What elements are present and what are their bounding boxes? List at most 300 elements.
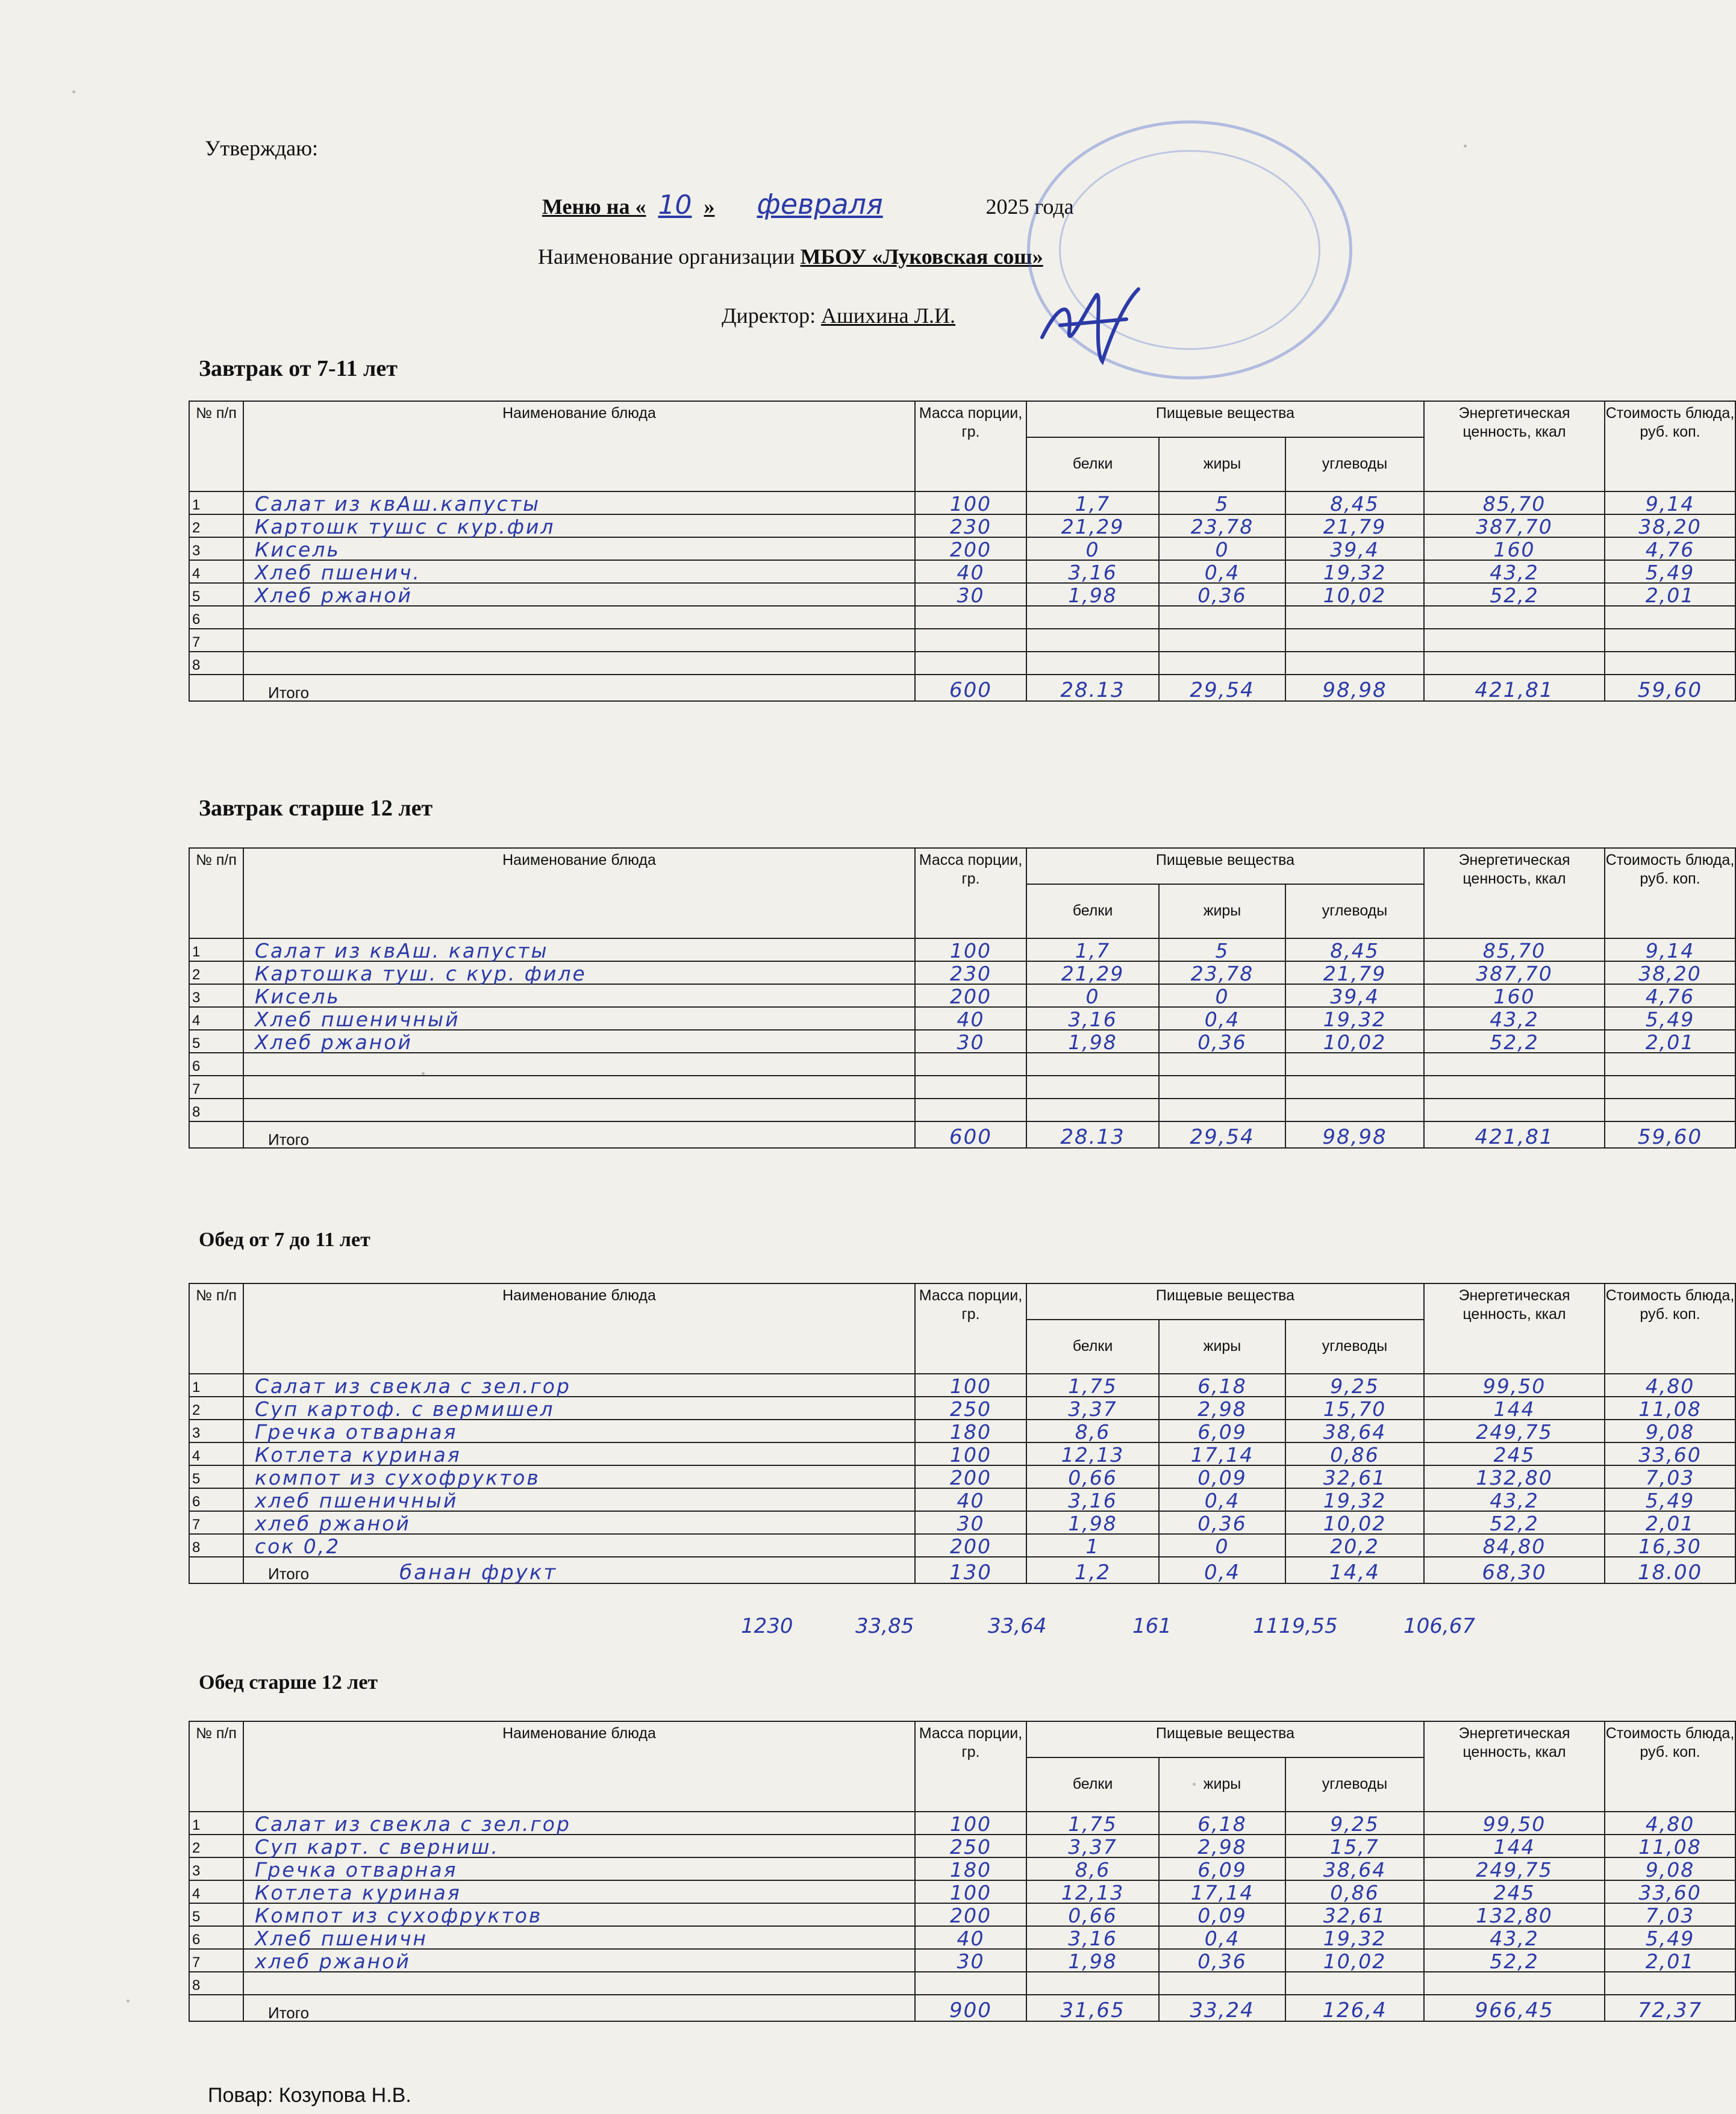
portion-mass xyxy=(915,606,1026,629)
fat-value: 23,78 xyxy=(1159,961,1285,984)
cost-value xyxy=(1605,1076,1735,1099)
carbs-value: 20,2 xyxy=(1285,1534,1424,1557)
dish-name: хлеб ржаной xyxy=(243,1949,915,1972)
total-carbs: 161 xyxy=(1132,1614,1172,1638)
col-header-carbs: углеводы xyxy=(1285,1320,1424,1374)
dish-name: сок 0,2 xyxy=(243,1534,915,1557)
carbs-value: 8,45 xyxy=(1285,491,1424,514)
table-row xyxy=(189,629,1735,652)
extra-dish-name: банан фрукт xyxy=(399,1561,558,1585)
portion-mass xyxy=(915,1053,1026,1076)
table-row xyxy=(189,583,1735,606)
total-number-cell xyxy=(189,1557,243,1583)
cost-value xyxy=(1605,1972,1735,1995)
dish-name: Картошка туш. с кур. филе xyxy=(243,961,915,984)
table-row xyxy=(189,1511,1735,1534)
total-protein: 31,65 xyxy=(1026,1995,1159,2021)
row-number: 7 xyxy=(189,1949,243,1972)
protein-value: 8,6 xyxy=(1026,1420,1159,1442)
table-row xyxy=(189,514,1735,537)
table-row xyxy=(189,1857,1735,1880)
portion-mass: 100 xyxy=(915,491,1026,514)
carbs-value: 15,7 xyxy=(1285,1835,1424,1857)
fat-value xyxy=(1159,1053,1285,1076)
energy-value xyxy=(1424,1053,1605,1076)
header-row xyxy=(189,1721,1735,1757)
portion-mass: 180 xyxy=(915,1420,1026,1442)
col-header-mass: Масса порции, гр. xyxy=(915,401,1026,491)
col-header-carbs: углеводы xyxy=(1285,1757,1424,1812)
dish-name: Хлеб пшеничный xyxy=(243,1007,915,1030)
energy-value: 99,50 xyxy=(1424,1374,1605,1397)
fat-value: 0 xyxy=(1159,984,1285,1007)
portion-mass: 200 xyxy=(915,1534,1026,1557)
cost-value: 9,14 xyxy=(1605,491,1735,514)
col-header-fat: жиры xyxy=(1159,1320,1285,1374)
col-header-num: № п/п xyxy=(189,401,243,491)
row-number: 4 xyxy=(189,1007,243,1030)
energy-value: 52,2 xyxy=(1424,583,1605,606)
fat-value xyxy=(1159,652,1285,675)
portion-mass: 100 xyxy=(915,1880,1026,1903)
carbs-value: 21,79 xyxy=(1285,961,1424,984)
cost-value: 33,60 xyxy=(1605,1442,1735,1465)
energy-value: 52,2 xyxy=(1424,1030,1605,1053)
table-row xyxy=(189,606,1735,629)
row-number: 8 xyxy=(189,1534,243,1557)
col-header-energy: Энергетическая ценность, ккал xyxy=(1424,848,1605,938)
protein-value: 0 xyxy=(1026,537,1159,560)
carbs-value xyxy=(1285,1053,1424,1076)
table-row xyxy=(189,1534,1735,1557)
cost-value: 4,80 xyxy=(1605,1374,1735,1397)
carbs-value: 0,86 xyxy=(1285,1442,1424,1465)
protein-value: 3,16 xyxy=(1026,1488,1159,1511)
protein-value xyxy=(1026,1076,1159,1099)
total-protein: 28.13 xyxy=(1026,675,1159,701)
col-header-num: № п/п xyxy=(189,1283,243,1374)
table-row xyxy=(189,1374,1735,1397)
total-label-cell xyxy=(243,1121,915,1148)
col-header-name: Наименование блюда xyxy=(243,401,915,491)
portion-mass: 230 xyxy=(915,961,1026,984)
total-row xyxy=(189,675,1735,701)
carbs-value: 8,45 xyxy=(1285,938,1424,961)
carbs-value xyxy=(1285,606,1424,629)
total-label: Итого xyxy=(268,1565,310,1583)
paper-speck xyxy=(72,90,75,93)
energy-value xyxy=(1424,1099,1605,1121)
table-row xyxy=(189,1053,1735,1076)
portion-mass: 40 xyxy=(915,1007,1026,1030)
energy-value: 52,2 xyxy=(1424,1511,1605,1534)
carbs-value: 9,25 xyxy=(1285,1374,1424,1397)
cost-value: 11,08 xyxy=(1605,1397,1735,1420)
total-protein: 28.13 xyxy=(1026,1121,1159,1148)
cost-value: 2,01 xyxy=(1605,1030,1735,1053)
portion-mass xyxy=(915,1099,1026,1121)
menu-title-prefix: Меню на « xyxy=(542,195,646,219)
protein-value xyxy=(1026,606,1159,629)
cost-value: 9,14 xyxy=(1605,938,1735,961)
portion-mass: 30 xyxy=(915,1511,1026,1534)
portion-mass: 200 xyxy=(915,1903,1026,1926)
energy-value xyxy=(1424,1076,1605,1099)
row-number: 5 xyxy=(189,1903,243,1926)
total-number-cell xyxy=(189,1995,243,2021)
energy-value: 160 xyxy=(1424,537,1605,560)
row-number: 4 xyxy=(189,1880,243,1903)
row-number: 6 xyxy=(189,1488,243,1511)
carbs-value: 32,61 xyxy=(1285,1903,1424,1926)
carbs-value: 32,61 xyxy=(1285,1465,1424,1488)
row-number: 5 xyxy=(189,1465,243,1488)
protein-value: 12,13 xyxy=(1026,1442,1159,1465)
col-header-cost: Стоимость блюда, руб. коп. xyxy=(1605,1721,1735,1812)
section-title: Обед от 7 до 11 лет xyxy=(199,1229,370,1251)
col-header-num: № п/п xyxy=(189,1721,243,1812)
cost-value: 7,03 xyxy=(1605,1903,1735,1926)
carbs-value: 19,32 xyxy=(1285,1007,1424,1030)
fat-value: 17,14 xyxy=(1159,1442,1285,1465)
table-row xyxy=(189,1488,1735,1511)
total-cost: 18.00 xyxy=(1605,1557,1735,1583)
protein-value: 1,98 xyxy=(1026,1511,1159,1534)
dish-name: Суп карт. с верниш. xyxy=(243,1835,915,1857)
fat-value: 0,4 xyxy=(1159,1488,1285,1511)
dish-name xyxy=(243,606,915,629)
row-number: 8 xyxy=(189,1099,243,1121)
fat-value xyxy=(1159,1099,1285,1121)
energy-value: 387,70 xyxy=(1424,961,1605,984)
table-row xyxy=(189,1099,1735,1121)
protein-value: 8,6 xyxy=(1026,1857,1159,1880)
fat-value: 6,09 xyxy=(1159,1420,1285,1442)
col-header-num: № п/п xyxy=(189,848,243,938)
row-number: 8 xyxy=(189,1972,243,1995)
row-number: 6 xyxy=(189,1053,243,1076)
cost-value: 2,01 xyxy=(1605,583,1735,606)
carbs-value xyxy=(1285,1076,1424,1099)
table-row xyxy=(189,1812,1735,1835)
total-mass: 900 xyxy=(915,1995,1026,2021)
dish-name: Салат из свекла с зел.гор xyxy=(243,1812,915,1835)
portion-mass: 230 xyxy=(915,514,1026,537)
director-label: Директор: xyxy=(722,304,816,328)
org-label: Наименование организации xyxy=(538,245,795,269)
fat-value xyxy=(1159,1076,1285,1099)
menu-table xyxy=(189,1721,1736,2022)
protein-value: 1,98 xyxy=(1026,1949,1159,1972)
portion-mass: 250 xyxy=(915,1835,1026,1857)
row-number: 2 xyxy=(189,1397,243,1420)
table-row xyxy=(189,1007,1735,1030)
row-number: 6 xyxy=(189,1926,243,1949)
total-label-cell xyxy=(243,1995,915,2021)
table-row xyxy=(189,1949,1735,1972)
dish-name: хлеб пшеничный xyxy=(243,1488,915,1511)
fat-value xyxy=(1159,606,1285,629)
carbs-value: 38,64 xyxy=(1285,1420,1424,1442)
carbs-value: 39,4 xyxy=(1285,984,1424,1007)
dish-name: Картошк тушс с кур.фил xyxy=(243,514,915,537)
row-number: 2 xyxy=(189,1835,243,1857)
col-header-cost: Стоимость блюда, руб. коп. xyxy=(1605,401,1735,491)
row-number: 5 xyxy=(189,583,243,606)
cost-value: 7,03 xyxy=(1605,1465,1735,1488)
table-row xyxy=(189,1076,1735,1099)
protein-value: 3,37 xyxy=(1026,1835,1159,1857)
portion-mass: 100 xyxy=(915,938,1026,961)
portion-mass xyxy=(915,1076,1026,1099)
row-number: 1 xyxy=(189,1812,243,1835)
cost-value: 16,30 xyxy=(1605,1534,1735,1557)
table-row xyxy=(189,1030,1735,1053)
cost-value xyxy=(1605,1099,1735,1121)
energy-value xyxy=(1424,629,1605,652)
protein-value: 12,13 xyxy=(1026,1880,1159,1903)
total-fat: 33,64 xyxy=(988,1614,1047,1638)
protein-value: 3,16 xyxy=(1026,1007,1159,1030)
row-number: 3 xyxy=(189,1857,243,1880)
cost-value: 11,08 xyxy=(1605,1835,1735,1857)
row-number: 6 xyxy=(189,606,243,629)
cost-value: 2,01 xyxy=(1605,1949,1735,1972)
col-header-protein: белки xyxy=(1026,1320,1159,1374)
cost-value: 2,01 xyxy=(1605,1511,1735,1534)
protein-value: 3,16 xyxy=(1026,1926,1159,1949)
portion-mass: 30 xyxy=(915,1030,1026,1053)
paper-speck xyxy=(1464,145,1467,148)
table-row xyxy=(189,961,1735,984)
cost-value xyxy=(1605,1053,1735,1076)
col-header-cost: Стоимость блюда, руб. коп. xyxy=(1605,1283,1735,1374)
dish-name: Хлеб ржаной xyxy=(243,583,915,606)
col-header-energy: Энергетическая ценность, ккал xyxy=(1424,1721,1605,1812)
energy-value xyxy=(1424,606,1605,629)
cost-value xyxy=(1605,652,1735,675)
energy-value xyxy=(1424,652,1605,675)
row-number: 7 xyxy=(189,1076,243,1099)
total-carbs: 126,4 xyxy=(1285,1995,1424,2021)
total-cost: 59,60 xyxy=(1605,1121,1735,1148)
row-number: 1 xyxy=(189,491,243,514)
protein-value: 1,75 xyxy=(1026,1374,1159,1397)
table-row xyxy=(189,984,1735,1007)
fat-value: 17,14 xyxy=(1159,1880,1285,1903)
total-mass: 1230 xyxy=(741,1614,793,1638)
total-cost: 59,60 xyxy=(1605,675,1735,701)
protein-value xyxy=(1026,629,1159,652)
cost-value: 5,49 xyxy=(1605,560,1735,583)
carbs-value: 19,32 xyxy=(1285,1926,1424,1949)
row-number: 7 xyxy=(189,629,243,652)
cost-value: 4,76 xyxy=(1605,537,1735,560)
fat-value xyxy=(1159,1972,1285,1995)
dish-name xyxy=(243,1053,915,1076)
energy-value: 387,70 xyxy=(1424,514,1605,537)
fat-value: 6,18 xyxy=(1159,1374,1285,1397)
energy-value: 52,2 xyxy=(1424,1949,1605,1972)
dish-name: хлеб ржаной xyxy=(243,1511,915,1534)
dish-name: Кисель xyxy=(243,984,915,1007)
cost-value: 4,80 xyxy=(1605,1812,1735,1835)
total-energy: 68,30 xyxy=(1424,1557,1605,1583)
fat-value: 0,36 xyxy=(1159,583,1285,606)
col-header-fat: жиры xyxy=(1159,884,1285,938)
fat-value: 0,4 xyxy=(1159,1007,1285,1030)
total-energy: 966,45 xyxy=(1424,1995,1605,2021)
menu-title-mid: » xyxy=(704,195,715,219)
dish-name: Салат из квАш.капусты xyxy=(243,491,915,514)
org-name: МБОУ «Луковская сош» xyxy=(800,245,1043,269)
energy-value: 249,75 xyxy=(1424,1857,1605,1880)
dish-name: Кисель xyxy=(243,537,915,560)
total-number-cell xyxy=(189,675,243,701)
col-header-protein: белки xyxy=(1026,884,1159,938)
total-mass: 600 xyxy=(915,675,1026,701)
fat-value: 0,09 xyxy=(1159,1903,1285,1926)
fat-value: 2,98 xyxy=(1159,1835,1285,1857)
energy-value: 160 xyxy=(1424,984,1605,1007)
dish-name xyxy=(243,1099,915,1121)
menu-day: 10 xyxy=(658,190,692,220)
director-name: Ашихина Л.И. xyxy=(821,304,955,328)
table-row xyxy=(189,491,1735,514)
portion-mass: 200 xyxy=(915,1465,1026,1488)
dish-name: Котлета куриная xyxy=(243,1442,915,1465)
dish-name: Суп картоф. с вермишел xyxy=(243,1397,915,1420)
menu-table xyxy=(189,847,1736,1149)
total-protein: 1,2 xyxy=(1026,1557,1159,1583)
dish-name: компот из сухофруктов xyxy=(243,1465,915,1488)
cook-signature-line: Повар: Козупова Н.В. xyxy=(208,2084,411,2107)
protein-value xyxy=(1026,1099,1159,1121)
table-row xyxy=(189,652,1735,675)
portion-mass: 100 xyxy=(915,1374,1026,1397)
portion-mass xyxy=(915,652,1026,675)
col-header-fat: жиры xyxy=(1159,437,1285,491)
dish-name: Гречка отварная xyxy=(243,1857,915,1880)
row-number: 4 xyxy=(189,1442,243,1465)
total-fat: 29,54 xyxy=(1159,675,1285,701)
portion-mass: 40 xyxy=(915,560,1026,583)
portion-mass: 30 xyxy=(915,583,1026,606)
portion-mass: 40 xyxy=(915,1926,1026,1949)
energy-value: 132,80 xyxy=(1424,1465,1605,1488)
protein-value: 0,66 xyxy=(1026,1465,1159,1488)
total-label-cell xyxy=(243,1557,915,1583)
row-number: 5 xyxy=(189,1030,243,1053)
carbs-value: 19,32 xyxy=(1285,1488,1424,1511)
approve-label: Утверждаю: xyxy=(205,136,319,160)
total-mass: 600 xyxy=(915,1121,1026,1148)
protein-value: 3,37 xyxy=(1026,1397,1159,1420)
total-label: Итого xyxy=(268,1130,310,1149)
dish-name xyxy=(243,1076,915,1099)
fat-value: 5 xyxy=(1159,938,1285,961)
protein-value: 1,75 xyxy=(1026,1812,1159,1835)
portion-mass: 30 xyxy=(915,1949,1026,1972)
portion-mass: 40 xyxy=(915,1488,1026,1511)
energy-value: 245 xyxy=(1424,1442,1605,1465)
col-header-nutrients: Пищевые вещества xyxy=(1026,1721,1424,1757)
col-header-name: Наименование блюда xyxy=(243,1721,915,1812)
energy-value xyxy=(1424,1972,1605,1995)
col-header-protein: белки xyxy=(1026,1757,1159,1812)
dish-name: Компот из сухофруктов xyxy=(243,1903,915,1926)
paper-speck xyxy=(126,2000,130,2003)
col-header-nutrients: Пищевые вещества xyxy=(1026,1283,1424,1320)
total-energy: 421,81 xyxy=(1424,1121,1605,1148)
protein-value: 1,98 xyxy=(1026,583,1159,606)
row-number: 1 xyxy=(189,1374,243,1397)
total-carbs: 98,98 xyxy=(1285,1121,1424,1148)
total-fat: 33,24 xyxy=(1159,1995,1285,2021)
protein-value: 21,29 xyxy=(1026,514,1159,537)
portion-mass: 180 xyxy=(915,1857,1026,1880)
total-energy: 421,81 xyxy=(1424,675,1605,701)
director-line xyxy=(722,303,955,328)
director-signature xyxy=(1036,277,1157,373)
col-header-carbs: углеводы xyxy=(1285,437,1424,491)
section-title: Завтрак старше 12 лет xyxy=(199,796,433,821)
dish-name xyxy=(243,629,915,652)
row-number: 2 xyxy=(189,514,243,537)
energy-value: 249,75 xyxy=(1424,1420,1605,1442)
protein-value: 1 xyxy=(1026,1534,1159,1557)
table-row xyxy=(189,1465,1735,1488)
carbs-value xyxy=(1285,629,1424,652)
table-row xyxy=(189,938,1735,961)
row-number: 3 xyxy=(189,537,243,560)
energy-value: 43,2 xyxy=(1424,560,1605,583)
table-row xyxy=(189,1420,1735,1442)
fat-value: 0,09 xyxy=(1159,1465,1285,1488)
table-row xyxy=(189,560,1735,583)
protein-value: 0 xyxy=(1026,984,1159,1007)
carbs-value xyxy=(1285,1972,1424,1995)
carbs-value xyxy=(1285,652,1424,675)
fat-value: 5 xyxy=(1159,491,1285,514)
total-label: Итого xyxy=(268,684,310,702)
dish-name: Хлеб пшенич. xyxy=(243,560,915,583)
portion-mass: 200 xyxy=(915,537,1026,560)
energy-value: 85,70 xyxy=(1424,491,1605,514)
cost-value: 5,49 xyxy=(1605,1488,1735,1511)
cost-value: 38,20 xyxy=(1605,514,1735,537)
col-header-energy: Энергетическая ценность, ккал xyxy=(1424,1283,1605,1374)
portion-mass: 250 xyxy=(915,1397,1026,1420)
protein-value xyxy=(1026,652,1159,675)
fat-value: 0 xyxy=(1159,537,1285,560)
carbs-value: 10,02 xyxy=(1285,1030,1424,1053)
fat-value: 6,18 xyxy=(1159,1812,1285,1835)
dish-name: Гречка отварная xyxy=(243,1420,915,1442)
cost-value: 33,60 xyxy=(1605,1880,1735,1903)
carbs-value: 39,4 xyxy=(1285,537,1424,560)
total-carbs: 98,98 xyxy=(1285,675,1424,701)
energy-value: 245 xyxy=(1424,1880,1605,1903)
col-header-fat: жиры xyxy=(1159,1757,1285,1812)
dish-name: Котлета куриная xyxy=(243,1880,915,1903)
col-header-mass: Масса порции, гр. xyxy=(915,1721,1026,1812)
carbs-value: 19,32 xyxy=(1285,560,1424,583)
protein-value xyxy=(1026,1972,1159,1995)
cost-value: 9,08 xyxy=(1605,1420,1735,1442)
total-kcal: 1119,55 xyxy=(1253,1614,1338,1638)
table-row xyxy=(189,1972,1735,1995)
